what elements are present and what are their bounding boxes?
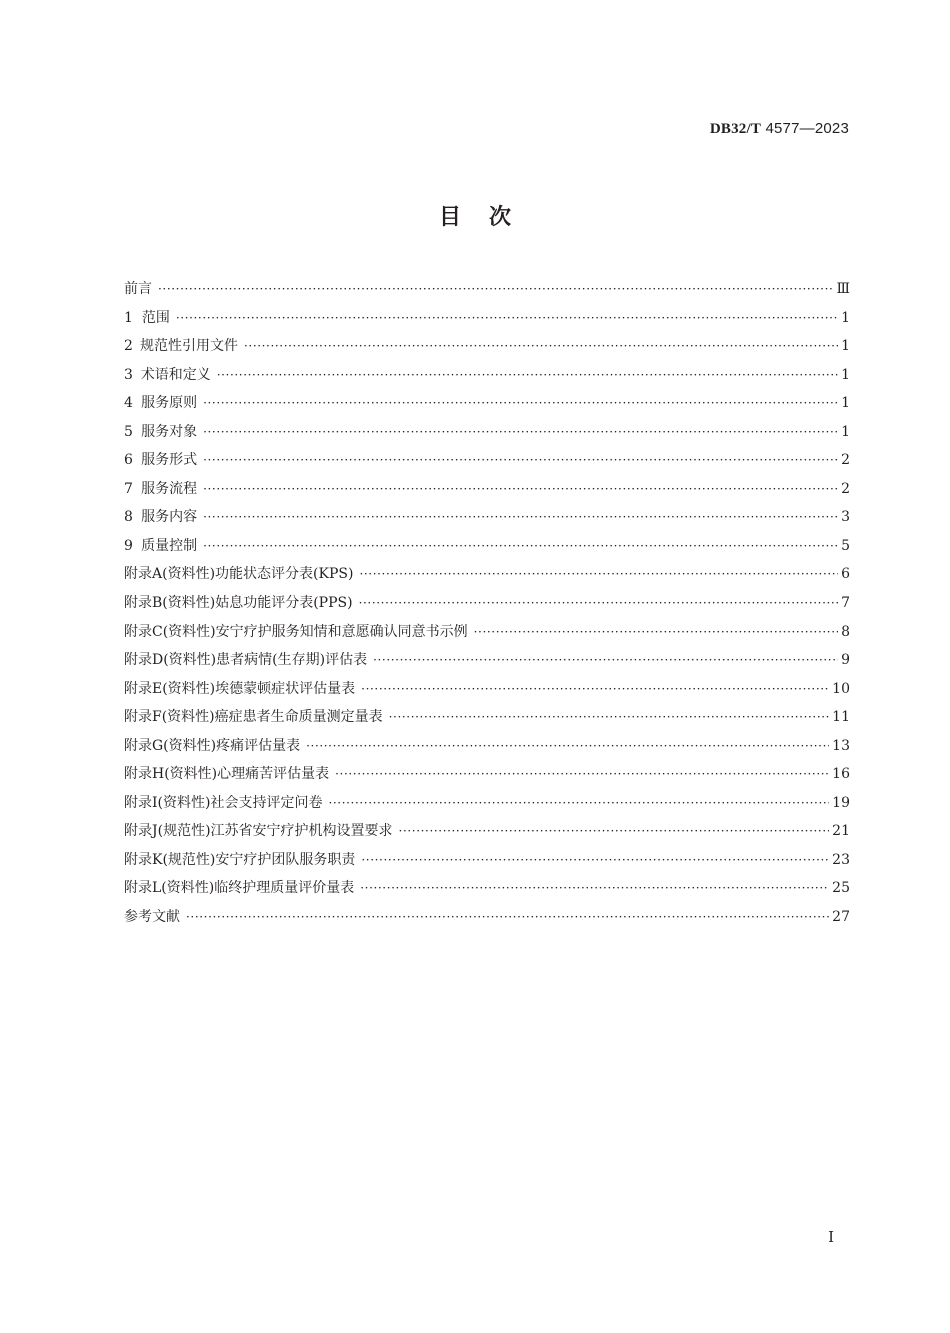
toc-entry-label: 规范性引用文件 <box>139 338 238 355</box>
page-number: I <box>828 1228 834 1246</box>
toc-entry-appendix-prefix: 附录J(规范性) <box>124 823 211 840</box>
toc-dot-leader <box>203 482 838 496</box>
toc-entry[interactable] <box>124 478 850 507</box>
toc-entry-page: 10 <box>832 680 850 697</box>
toc-dot-leader <box>359 567 838 581</box>
toc-dot-leader <box>203 539 838 553</box>
toc-entry[interactable] <box>124 906 850 935</box>
toc-entry-page: 21 <box>832 823 850 840</box>
toc-entry-label: 参考文献 <box>124 909 180 926</box>
toc-entry-page: 1 <box>841 309 850 326</box>
toc-entry-label: 服务对象 <box>141 423 198 440</box>
toc-entry-number: 9 <box>124 537 133 554</box>
toc-entry-label: 服务原则 <box>141 395 198 412</box>
toc-dot-leader <box>158 282 833 296</box>
toc-entry-number: 8 <box>124 509 133 526</box>
toc-entry-page: 6 <box>841 566 850 583</box>
table-of-contents <box>124 278 850 935</box>
toc-entry[interactable] <box>124 649 850 678</box>
toc-entry-label: 质量控制 <box>141 537 198 554</box>
toc-dot-leader <box>373 653 838 667</box>
toc-entry[interactable] <box>124 763 850 792</box>
toc-entry-page: 5 <box>841 537 850 554</box>
toc-entry-appendix-prefix: 附录I(资料性) <box>124 794 211 811</box>
toc-dot-leader <box>360 881 829 895</box>
toc-entry-number: 1 <box>124 309 133 326</box>
toc-entry[interactable] <box>124 678 850 707</box>
toc-dot-leader <box>244 339 838 353</box>
toc-entry[interactable] <box>124 449 850 478</box>
toc-entry-page: 7 <box>841 595 850 612</box>
toc-entry-page: 9 <box>841 652 850 669</box>
toc-entry-page: 27 <box>832 909 850 926</box>
toc-entry-appendix-prefix: 附录F(资料性) <box>124 709 215 726</box>
toc-entry[interactable] <box>124 392 850 421</box>
page-title-char-1: 目 <box>438 204 461 230</box>
toc-entry-page: 1 <box>841 423 850 440</box>
toc-entry[interactable] <box>124 421 850 450</box>
toc-entry-label: 患者病情(生存期)评估表 <box>216 652 368 669</box>
toc-dot-leader <box>335 767 829 781</box>
toc-entry-number: 3 <box>124 366 133 383</box>
toc-entry[interactable] <box>124 849 850 878</box>
toc-entry-page: 3 <box>841 509 850 526</box>
toc-entry-page: 1 <box>841 395 850 412</box>
toc-entry-page: 23 <box>832 851 850 868</box>
toc-entry-number: 4 <box>124 395 133 412</box>
toc-dot-leader <box>361 682 829 696</box>
toc-entry[interactable] <box>124 621 850 650</box>
toc-entry-page: 2 <box>841 480 850 497</box>
toc-entry-label: 癌症患者生命质量测定量表 <box>214 709 383 726</box>
toc-entry-label: 服务形式 <box>141 452 198 469</box>
toc-entry[interactable] <box>124 592 850 621</box>
toc-entry-number: 6 <box>124 452 133 469</box>
toc-entry[interactable] <box>124 792 850 821</box>
toc-entry-page: 2 <box>841 452 850 469</box>
toc-entry-appendix-prefix: 附录A(资料性) <box>124 566 216 583</box>
standard-code <box>710 120 849 138</box>
toc-dot-leader <box>176 311 838 325</box>
toc-entry-page: 11 <box>832 709 850 726</box>
standard-code-prefix: DB32/T <box>709 121 762 137</box>
toc-entry-page: Ⅲ <box>836 281 850 297</box>
toc-dot-leader <box>359 596 839 610</box>
toc-entry-page: 19 <box>832 794 850 811</box>
toc-dot-leader <box>186 910 829 924</box>
toc-entry-appendix-prefix: 附录H(资料性) <box>124 766 218 783</box>
toc-entry-label: 前言 <box>124 281 152 297</box>
toc-dot-leader <box>474 625 838 639</box>
toc-entry-appendix-prefix: 附录K(规范性) <box>124 851 216 868</box>
toc-entry-label: 社会支持评定问卷 <box>210 794 323 811</box>
toc-entry[interactable] <box>124 364 850 393</box>
toc-entry-label: 埃德蒙顿症状评估量表 <box>215 680 356 697</box>
toc-entry-label: 范围 <box>141 309 170 326</box>
toc-entry-label: 心理痛苦评估量表 <box>217 766 330 783</box>
toc-entry-page: 13 <box>832 737 850 754</box>
toc-entry-appendix-prefix: 附录D(资料性) <box>124 652 217 669</box>
toc-dot-leader <box>361 853 829 867</box>
toc-entry-label: 安宁疗护服务知情和意愿确认同意书示例 <box>215 623 468 640</box>
toc-entry-label: 江苏省安宁疗护机构设置要求 <box>210 823 393 840</box>
toc-dot-leader <box>203 510 838 524</box>
toc-entry-label: 功能状态评分表(KPS) <box>215 566 354 583</box>
toc-entry-label: 疼痛评估量表 <box>216 737 301 754</box>
toc-entry[interactable] <box>124 563 850 592</box>
toc-entry-label: 安宁疗护团队服务职责 <box>215 851 356 868</box>
toc-entry-page: 8 <box>841 623 850 640</box>
toc-entry-label: 服务内容 <box>141 509 198 526</box>
toc-entry-page: 25 <box>832 880 850 897</box>
toc-entry[interactable] <box>124 820 850 849</box>
toc-dot-leader <box>203 453 838 467</box>
toc-entry-number: 7 <box>124 480 133 497</box>
toc-entry-label: 服务流程 <box>141 480 198 497</box>
toc-entry[interactable] <box>124 335 850 364</box>
page-title <box>0 200 950 231</box>
toc-entry-number: 5 <box>124 423 133 440</box>
toc-entry[interactable] <box>124 307 850 336</box>
toc-entry[interactable] <box>124 278 850 307</box>
toc-dot-leader <box>399 824 830 838</box>
toc-entry-label: 术语和定义 <box>140 366 211 383</box>
toc-dot-leader <box>328 796 829 810</box>
toc-entry[interactable] <box>124 535 850 564</box>
toc-dot-leader <box>306 739 829 753</box>
toc-entry-number: 2 <box>124 338 133 355</box>
toc-entry[interactable] <box>124 706 850 735</box>
toc-entry-appendix-prefix: 附录L(资料性) <box>124 880 215 897</box>
toc-entry-page: 1 <box>841 338 850 355</box>
toc-entry[interactable] <box>124 506 850 535</box>
toc-dot-leader <box>389 710 830 724</box>
toc-entry[interactable] <box>124 877 850 906</box>
toc-dot-leader <box>217 368 838 382</box>
toc-dot-leader <box>203 425 838 439</box>
toc-entry-appendix-prefix: 附录B(资料性) <box>124 595 216 612</box>
toc-entry-label: 姑息功能评分表(PPS) <box>215 595 353 612</box>
toc-entry-appendix-prefix: 附录E(资料性) <box>124 680 216 697</box>
toc-entry-page: 16 <box>832 766 850 783</box>
toc-entry[interactable] <box>124 735 850 764</box>
toc-entry-label: 临终护理质量评价量表 <box>214 880 355 897</box>
page-title-char-2: 次 <box>489 204 512 230</box>
toc-entry-appendix-prefix: 附录C(资料性) <box>124 623 216 640</box>
toc-entry-page: 1 <box>841 366 850 383</box>
toc-dot-leader <box>203 396 838 410</box>
standard-code-number: 4577—2023 <box>765 120 849 137</box>
toc-entry-appendix-prefix: 附录G(资料性) <box>124 737 217 754</box>
